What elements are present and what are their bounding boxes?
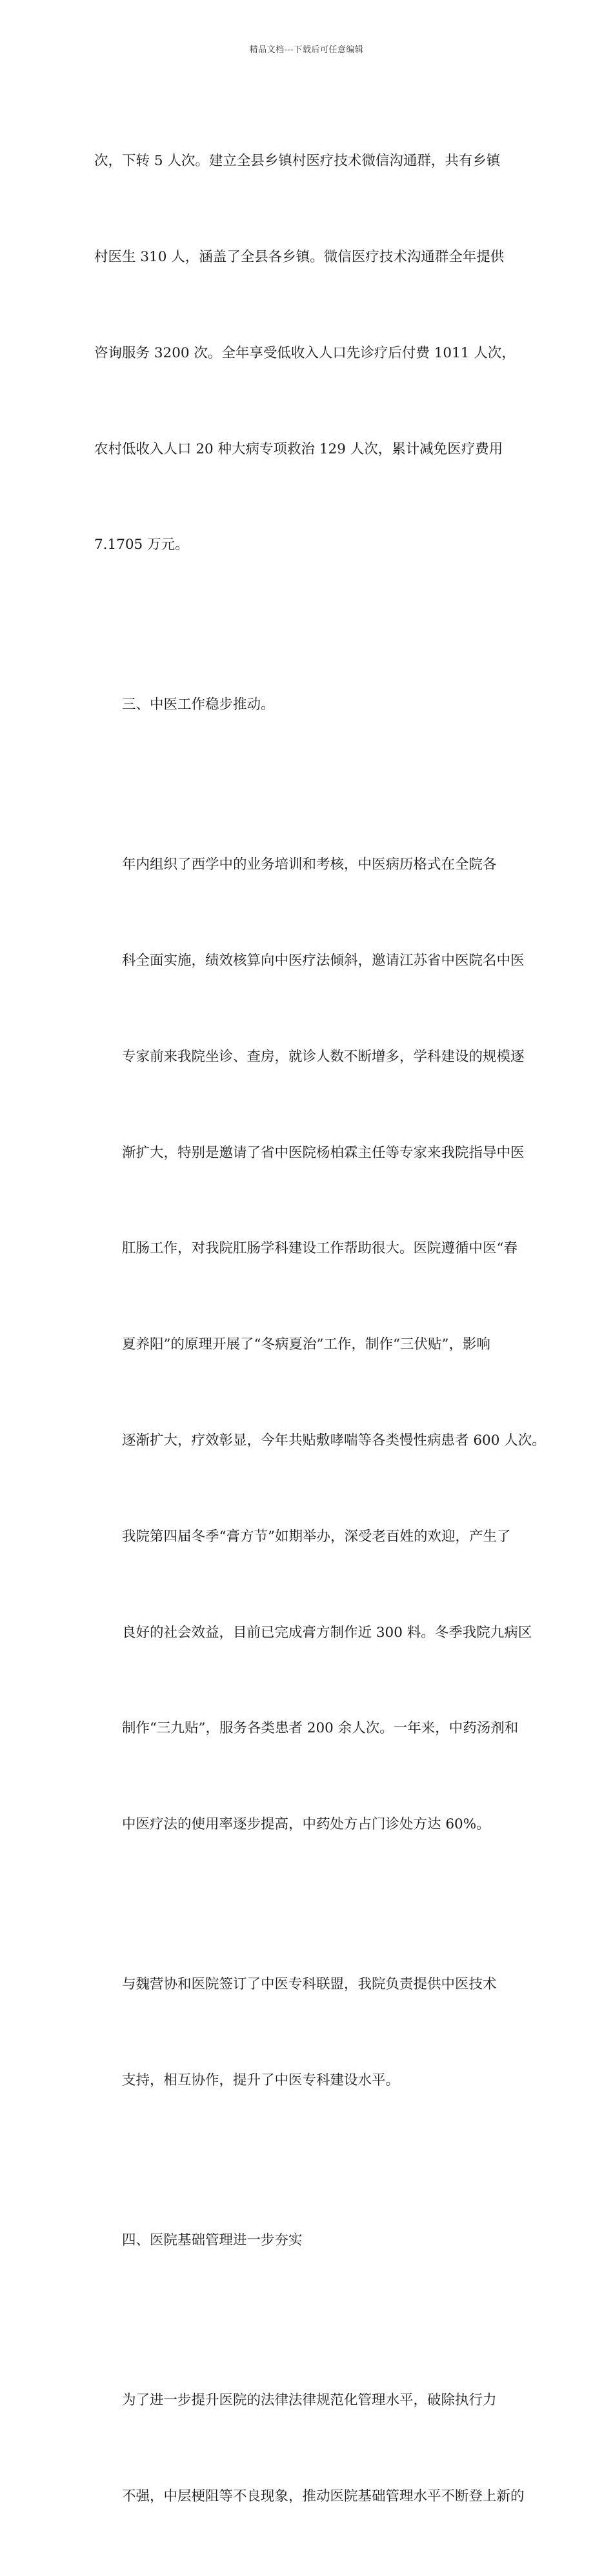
text-line: 咨询服务 3200 次。全年享受低收入人口先诊疗后付费 1011 人次，	[94, 344, 516, 361]
text-line: 渐扩大，特别是邀请了省中医院杨柏霖主任等专家来我院指导中医	[122, 1144, 525, 1161]
text-line: 支持，相互协作，提升了中医专科建设水平。	[122, 2072, 400, 2088]
text-line: 不强，中层梗阻等不良现象，推动医院基础管理水平不断登上新的	[122, 2488, 525, 2504]
text-line: 村医生 310 人，涵盖了全县各乡镇。微信医疗技术沟通群全年提供	[94, 248, 505, 265]
paragraph-tcm-work	[94, 785, 546, 1905]
paragraph-alliance	[94, 1905, 528, 2161]
text-line: 夏养阳”的原理开展了“冬病夏治”工作，制作“三伏贴”，影响	[122, 1336, 490, 1353]
text-line: 我院第四届冬季“膏方节”如期举办，深受老百姓的欢迎，产生了	[122, 1528, 511, 1545]
text-line: 肛肠工作，对我院肛肠学科建设工作帮助很大。医院遵循中医“春	[122, 1240, 518, 1257]
text-line: 为了进一步提升医院的法律法律规范化管理水平，破除执行力	[122, 2392, 497, 2408]
paragraph-management	[94, 2321, 528, 2576]
text-line: 三、中医工作稳步推动。	[122, 697, 275, 713]
text-line: 制作“三九贴”，服务各类患者 200 余人次。一年来，中药汤剂和	[122, 1720, 519, 1737]
document-body	[94, 81, 546, 2576]
section-heading-4	[94, 2161, 528, 2321]
text-line: 年内组织了西学中的业务培训和考核，中医病历格式在全院各	[122, 857, 497, 873]
text-line: 四、医院基础管理进一步夯实	[122, 2232, 303, 2248]
text-line: 良好的社会效益，目前已完成膏方制作近 300 料。冬季我院九病区	[122, 1624, 532, 1641]
text-line: 专家前来我院坐诊、查房，就诊人数不断增多，学科建设的规模逐	[122, 1048, 525, 1065]
text-line: 中医疗法的使用率逐步提高，中药处方占门诊处方达 60%。	[122, 1816, 490, 1833]
paragraph-1	[94, 81, 528, 625]
text-line: 7.1705 万元。	[94, 537, 189, 553]
page-header: 精品文档---下载后可任意编辑	[249, 45, 364, 55]
text-line: 逐渐扩大，疗效彰显，今年共贴敷哮喘等各类慢性病患者 600 人次。	[122, 1432, 546, 1449]
text-line: 与魏营协和医院签订了中医专科联盟，我院负责提供中医技术	[122, 1976, 497, 1993]
text-line: 科全面实施，绩效核算向中医疗法倾斜，邀请江苏省中医院名中医	[122, 953, 525, 969]
section-heading-3	[94, 625, 528, 785]
text-line: 次，下转 5 人次。建立全县乡镇村医疗技术微信沟通群，共有乡镇	[94, 153, 501, 170]
text-line: 农村低收入人口 20 种大病专项救治 129 人次，累计减免医疗费用	[94, 441, 503, 457]
